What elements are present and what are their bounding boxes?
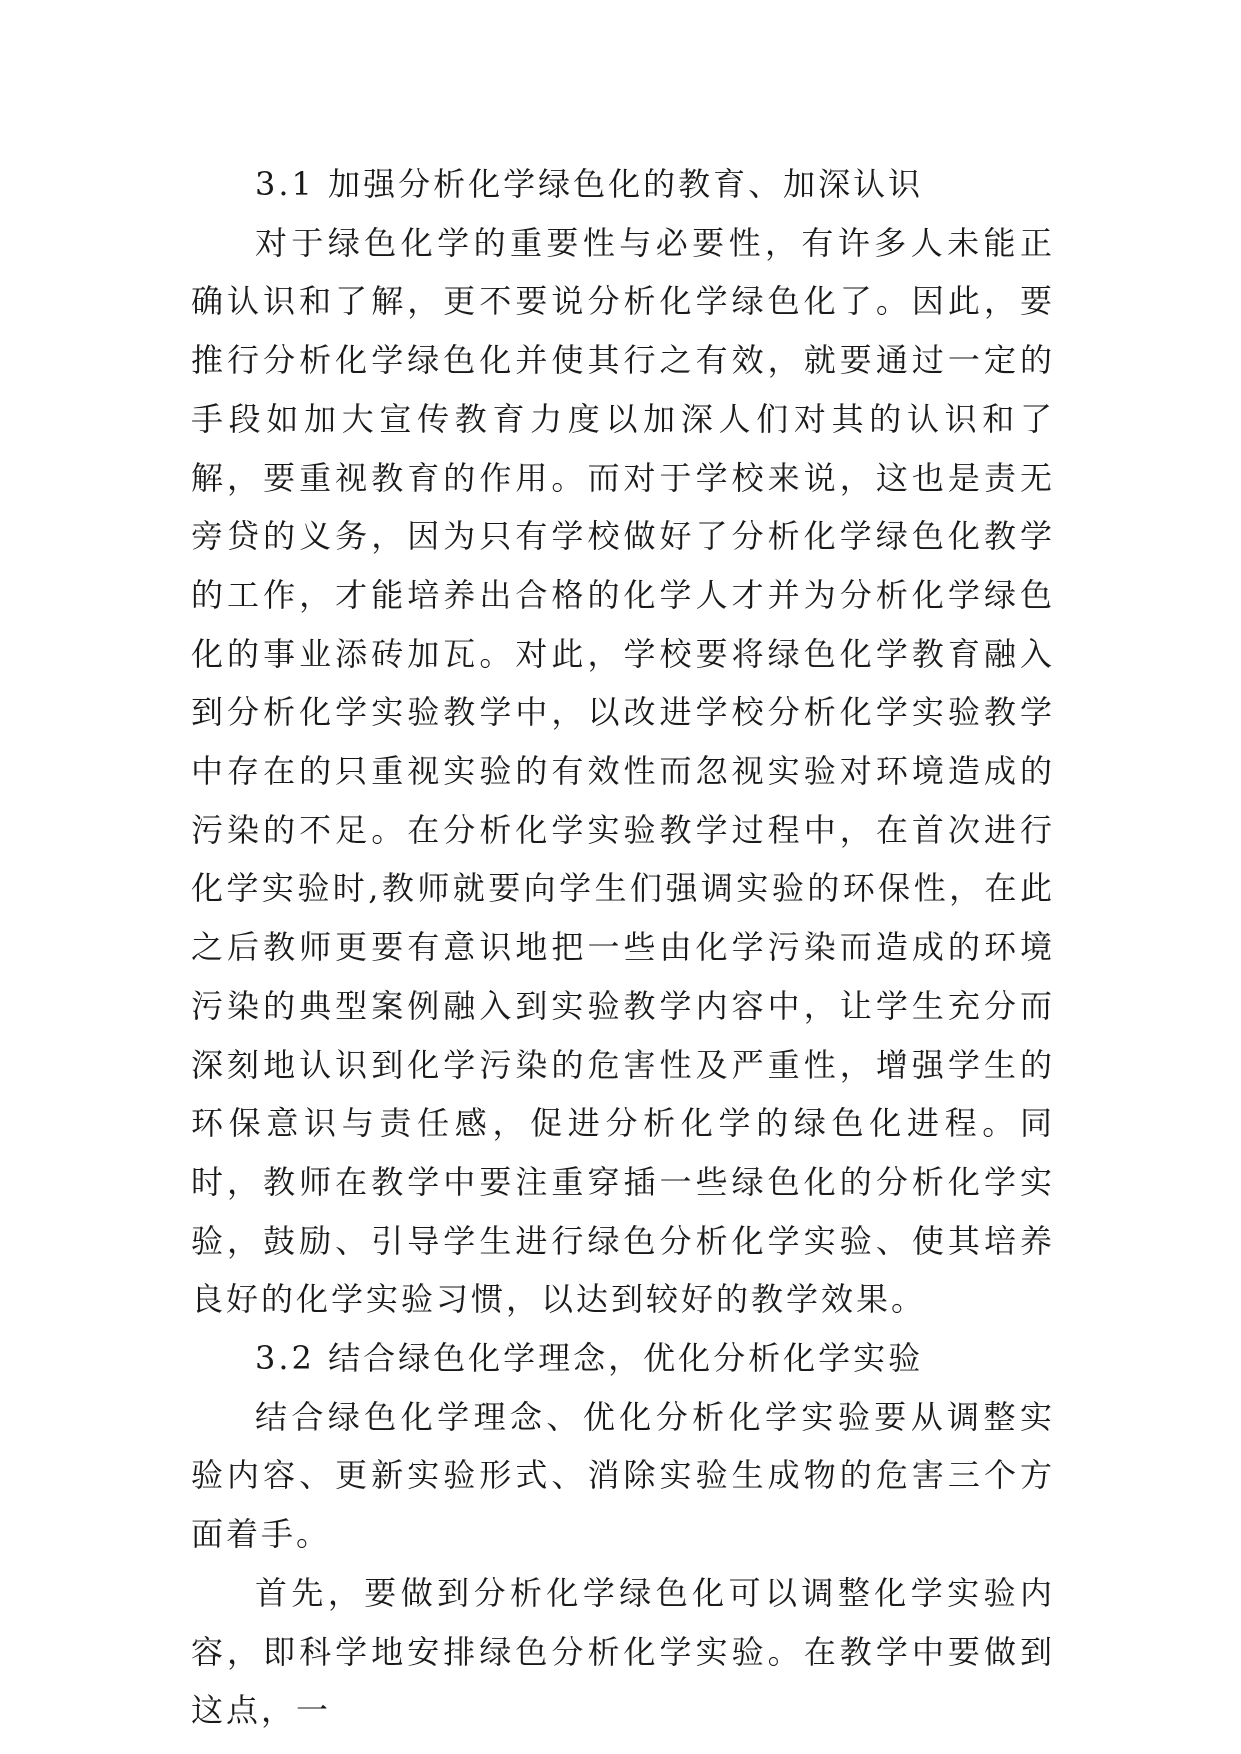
section-3-2-paragraph-2: 首先，要做到分析化学绿色化可以调整化学实验内容，即科学地安排绿色分析化学实验。在教学中要做到这点，一	[191, 1573, 1055, 1730]
section-3-2-paragraph-1: 结合绿色化学理念、优化分析化学实验要从调整实验内容、更新实验形式、消除实验生成物的危害三个方面着手。	[191, 1397, 1055, 1554]
document-page	[191, 155, 1055, 1740]
section-3-1-paragraph: 对于绿色化学的重要性与必要性，有许多人未能正确认识和了解，更不要说分析化学绿色化了。因此，要推行分析化学绿色化并使其行之有效，就要通过一定的手段如加大宣传教育力度以加深人们对其的认识和了解，要重视教育的作用。而对于学校来说，这也是责无旁贷的义务，因为只有学校做好了分析化学绿色化教学的工作，才能培养出合格的化学人才并为分析化学绿色化的事业添砖加瓦。对此，学校要将绿色化学教育融入到分析化学实验教学中，以改进学校分析化学实验教学中存在的只重视实验的有效性而忽视实验对环境造成的污染的不足。在分析化学实验教学过程中，在首次进行化学实验时,教师就要向学生们强调实验的环保性，在此之后教师更要有意识地把一些由化学污染而造成的环境污染的典型案例融入到实验教学内容中，让学生充分而深刻地认识到化学污染的危害性及严重性，增强学生的环保意识与责任感，促进分析化学的绿色化进程。同时，教师在教学中要注重穿插一些绿色化的分析化学实验，鼓励、引导学生进行绿色分析化学实验、使其培养良好的化学实验习惯，以达到较好的教学效果。	[191, 223, 1055, 1319]
section-heading-3-2: 3.2 结合绿色化学理念，优化分析化学实验	[255, 1339, 924, 1378]
section-heading-3-1: 3.1 加强分析化学绿色化的教育、加深认识	[255, 165, 924, 203]
